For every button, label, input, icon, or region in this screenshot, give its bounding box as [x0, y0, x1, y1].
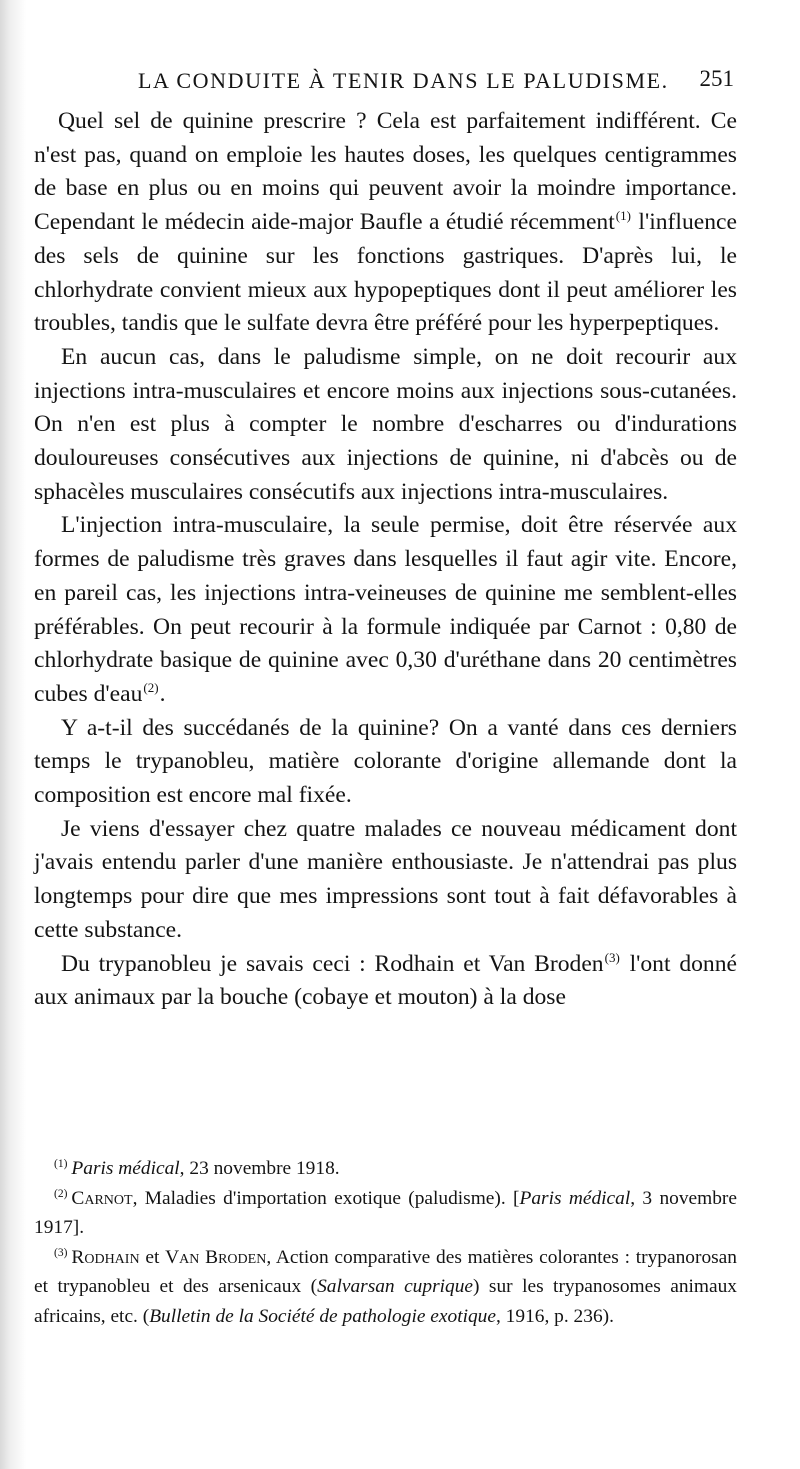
page-number: 251 [699, 66, 734, 91]
footnote-3-journal: Bulletin de la Société de pathologie exotique [149, 1305, 496, 1327]
footnote-3 [34, 1243, 737, 1332]
paragraph-1 [34, 105, 737, 341]
paragraph-1-text-b: l'influence des sels de quinine sur les fonctions gastriques. D'après lui, le chlorhydrate convient mieux aux hypopeptiques dont il peut améliorer les troubles, tandis que le sulfate devra être préféré pour les hyperpeptiques. [34, 209, 737, 337]
footnote-1 [34, 1154, 737, 1184]
footnote-ref-2: (2) [143, 679, 159, 695]
paragraph-3 [34, 509, 737, 711]
footnote-3-text-2: ) sur les trypanosomes animaux africains, etc. ( [34, 1276, 737, 1327]
footnote-2-text: , Maladies d'importation exotique (paludisme). [ [132, 1187, 520, 1209]
footnote-1-mark: (1) [54, 1158, 68, 1170]
footnote-1-journal: Paris médical [71, 1158, 180, 1179]
footnote-2-mark: (2) [54, 1187, 68, 1200]
footnote-ref-3: (3) [604, 949, 620, 965]
paragraph-3-text-b: . [159, 680, 166, 707]
footnote-ref-1: (1) [615, 208, 631, 224]
footnotes [34, 1154, 737, 1332]
running-head [138, 68, 738, 98]
paragraph-2: En aucun cas, dans le paludisme simple, on ne doit recourir aux injections intra-musculaires et encore moins aux injections sous-cutanées. On n'en est plus à compter le nombre d'escharres ou d'indurations douloureuses consécutives aux injections de quinine, ni d'abcès ou de sphacèles musculaires consécutifs aux injections intra-musculaires. [34, 343, 737, 505]
body-text [34, 105, 737, 1015]
footnote-2-author: Carnot [71, 1187, 133, 1209]
paragraph-6-text-a: Du trypanobleu je savais ceci : Rodhain et Van Broden [61, 950, 604, 977]
paragraph-3-text-a: L'injection intra-musculaire, la seule permise, doit être réservée aux formes de paludisme très graves dans lesquelles il faut agir vite. Encore, en pareil cas, les injections intra-veineuses de quinine me semblent-elles préférables. On peut recourir à la formule indiquée par Carnot : 0,80 de chlorhydrate basique de quinine avec 0,30 d'uréthane dans 20 centimètres cubes d'eau [34, 512, 737, 707]
paragraph-1-text-a: Quel sel de quinine prescrire ? Cela est parfaitement indifférent. Ce n'est pas, quand on emploie les hautes doses, les quelques centigrammes de base en plus ou en moins qui peuvent avoir la moindre importance. Cependant le médecin aide-major Baufle a étudié récemment [34, 108, 737, 236]
paragraph-6-text-b: l'ont donné aux animaux par la bouche (cobaye et mouton) à la dose [34, 950, 737, 1011]
paragraph-4: Y a-t-il des succédanés de la quinine? On a vanté dans ces derniers temps le trypanobleu, matière colorante d'origine allemande dont la composition est encore mal fixée. [34, 714, 737, 809]
footnote-3-mark: (3) [54, 1246, 68, 1259]
running-title: LA CONDUITE À TENIR DANS LE PALUDISME. [138, 68, 669, 93]
paragraph-6 [34, 948, 737, 1015]
footnote-2-rest: , 3 novembre 1917]. [34, 1187, 737, 1239]
footnote-3-author-2: Van Broden [165, 1246, 267, 1268]
page-gutter-shadow [0, 0, 26, 1469]
footnote-3-author-1: Rodhain [71, 1246, 140, 1268]
footnote-2-journal: Paris médical [519, 1187, 631, 1209]
footnote-2 [34, 1184, 737, 1243]
footnote-3-drug: Salvarsan cuprique [317, 1276, 474, 1298]
footnote-3-and: et [139, 1246, 166, 1268]
paragraph-5: Je viens d'essayer chez quatre malades ce nouveau médicament dont j'avais entendu parler d'une manière enthousiaste. Je n'attendrai pas plus longtemps pour dire que mes impressions sont tout à fait défavorables à cette substance. [34, 815, 737, 943]
footnote-3-rest: , 1916, p. 236). [495, 1305, 614, 1327]
footnote-3-text: , Action comparative des matières colorantes : trypanorosan et trypanobleu et des arsenicaux ( [34, 1246, 737, 1298]
footnote-1-rest: , 23 novembre 1918. [179, 1158, 340, 1179]
